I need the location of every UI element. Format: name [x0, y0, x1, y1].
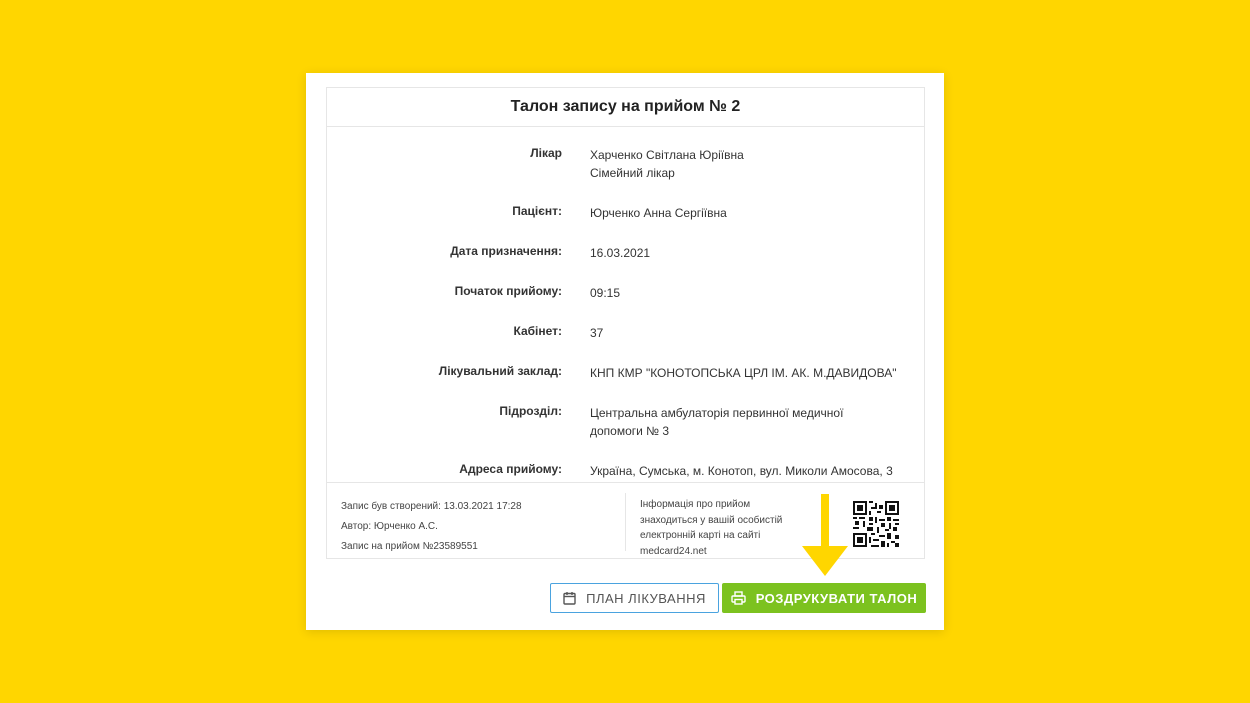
start-label: Початок прийому: [454, 284, 562, 298]
ticket-panel [326, 87, 925, 559]
treatment-plan-button[interactable] [550, 583, 719, 613]
ticket-title: Талон запису на прийом № 2 [327, 88, 924, 127]
doctor-role: Сімейний лікар [590, 166, 675, 180]
department-label: Підрозділ: [499, 404, 562, 418]
footer-divider [625, 493, 626, 551]
patient-label: Пацієнт: [512, 204, 562, 218]
record-number: Запис на прийом №23589551 [341, 541, 478, 552]
printer-icon [731, 591, 746, 605]
author: Автор: Юрченко А.С. [341, 521, 438, 532]
date-value: 16.03.2021 [590, 246, 651, 260]
department-value: Центральна амбулаторія первинної медичної допомоги № 3 [590, 406, 844, 438]
start-value: 09:15 [590, 286, 621, 300]
created-at: Запис був створений: 13.03.2021 17:28 [341, 501, 522, 512]
patient-value: Юрченко Анна Сергіївна [590, 206, 727, 220]
record-meta [341, 497, 522, 557]
address-value: Україна, Сумська, м. Конотоп, вул. Миколи Амосова, 3 [590, 464, 893, 478]
calendar-icon [563, 591, 576, 605]
treatment-plan-label: ПЛАН ЛІКУВАННЯ [586, 590, 706, 606]
doctor-name: Харченко Світлана Юріївна [590, 148, 744, 162]
room-label: Кабінет: [513, 324, 562, 338]
room-value: 37 [590, 326, 604, 340]
print-ticket-button[interactable] [722, 583, 926, 613]
facility-label: Лікувальний заклад: [438, 364, 562, 378]
medcard-info: Інформація про прийом знаходиться у вашій особистій електронній карті на сайті medcard24.net [640, 499, 783, 557]
address-label: Адреса прийому: [459, 462, 562, 476]
date-label: Дата призначення: [450, 244, 562, 258]
qr-code-icon [853, 501, 899, 547]
arrow-down-icon [796, 494, 854, 578]
facility-value: КНП КМР "КОНОТОПСЬКА ЦРЛ ІМ. АК. М.ДАВИДОВА" [590, 366, 897, 380]
doctor-label: Лікар [530, 146, 562, 160]
doctor-value [590, 146, 910, 182]
print-ticket-label: РОЗДРУКУВАТИ ТАЛОН [755, 590, 918, 606]
